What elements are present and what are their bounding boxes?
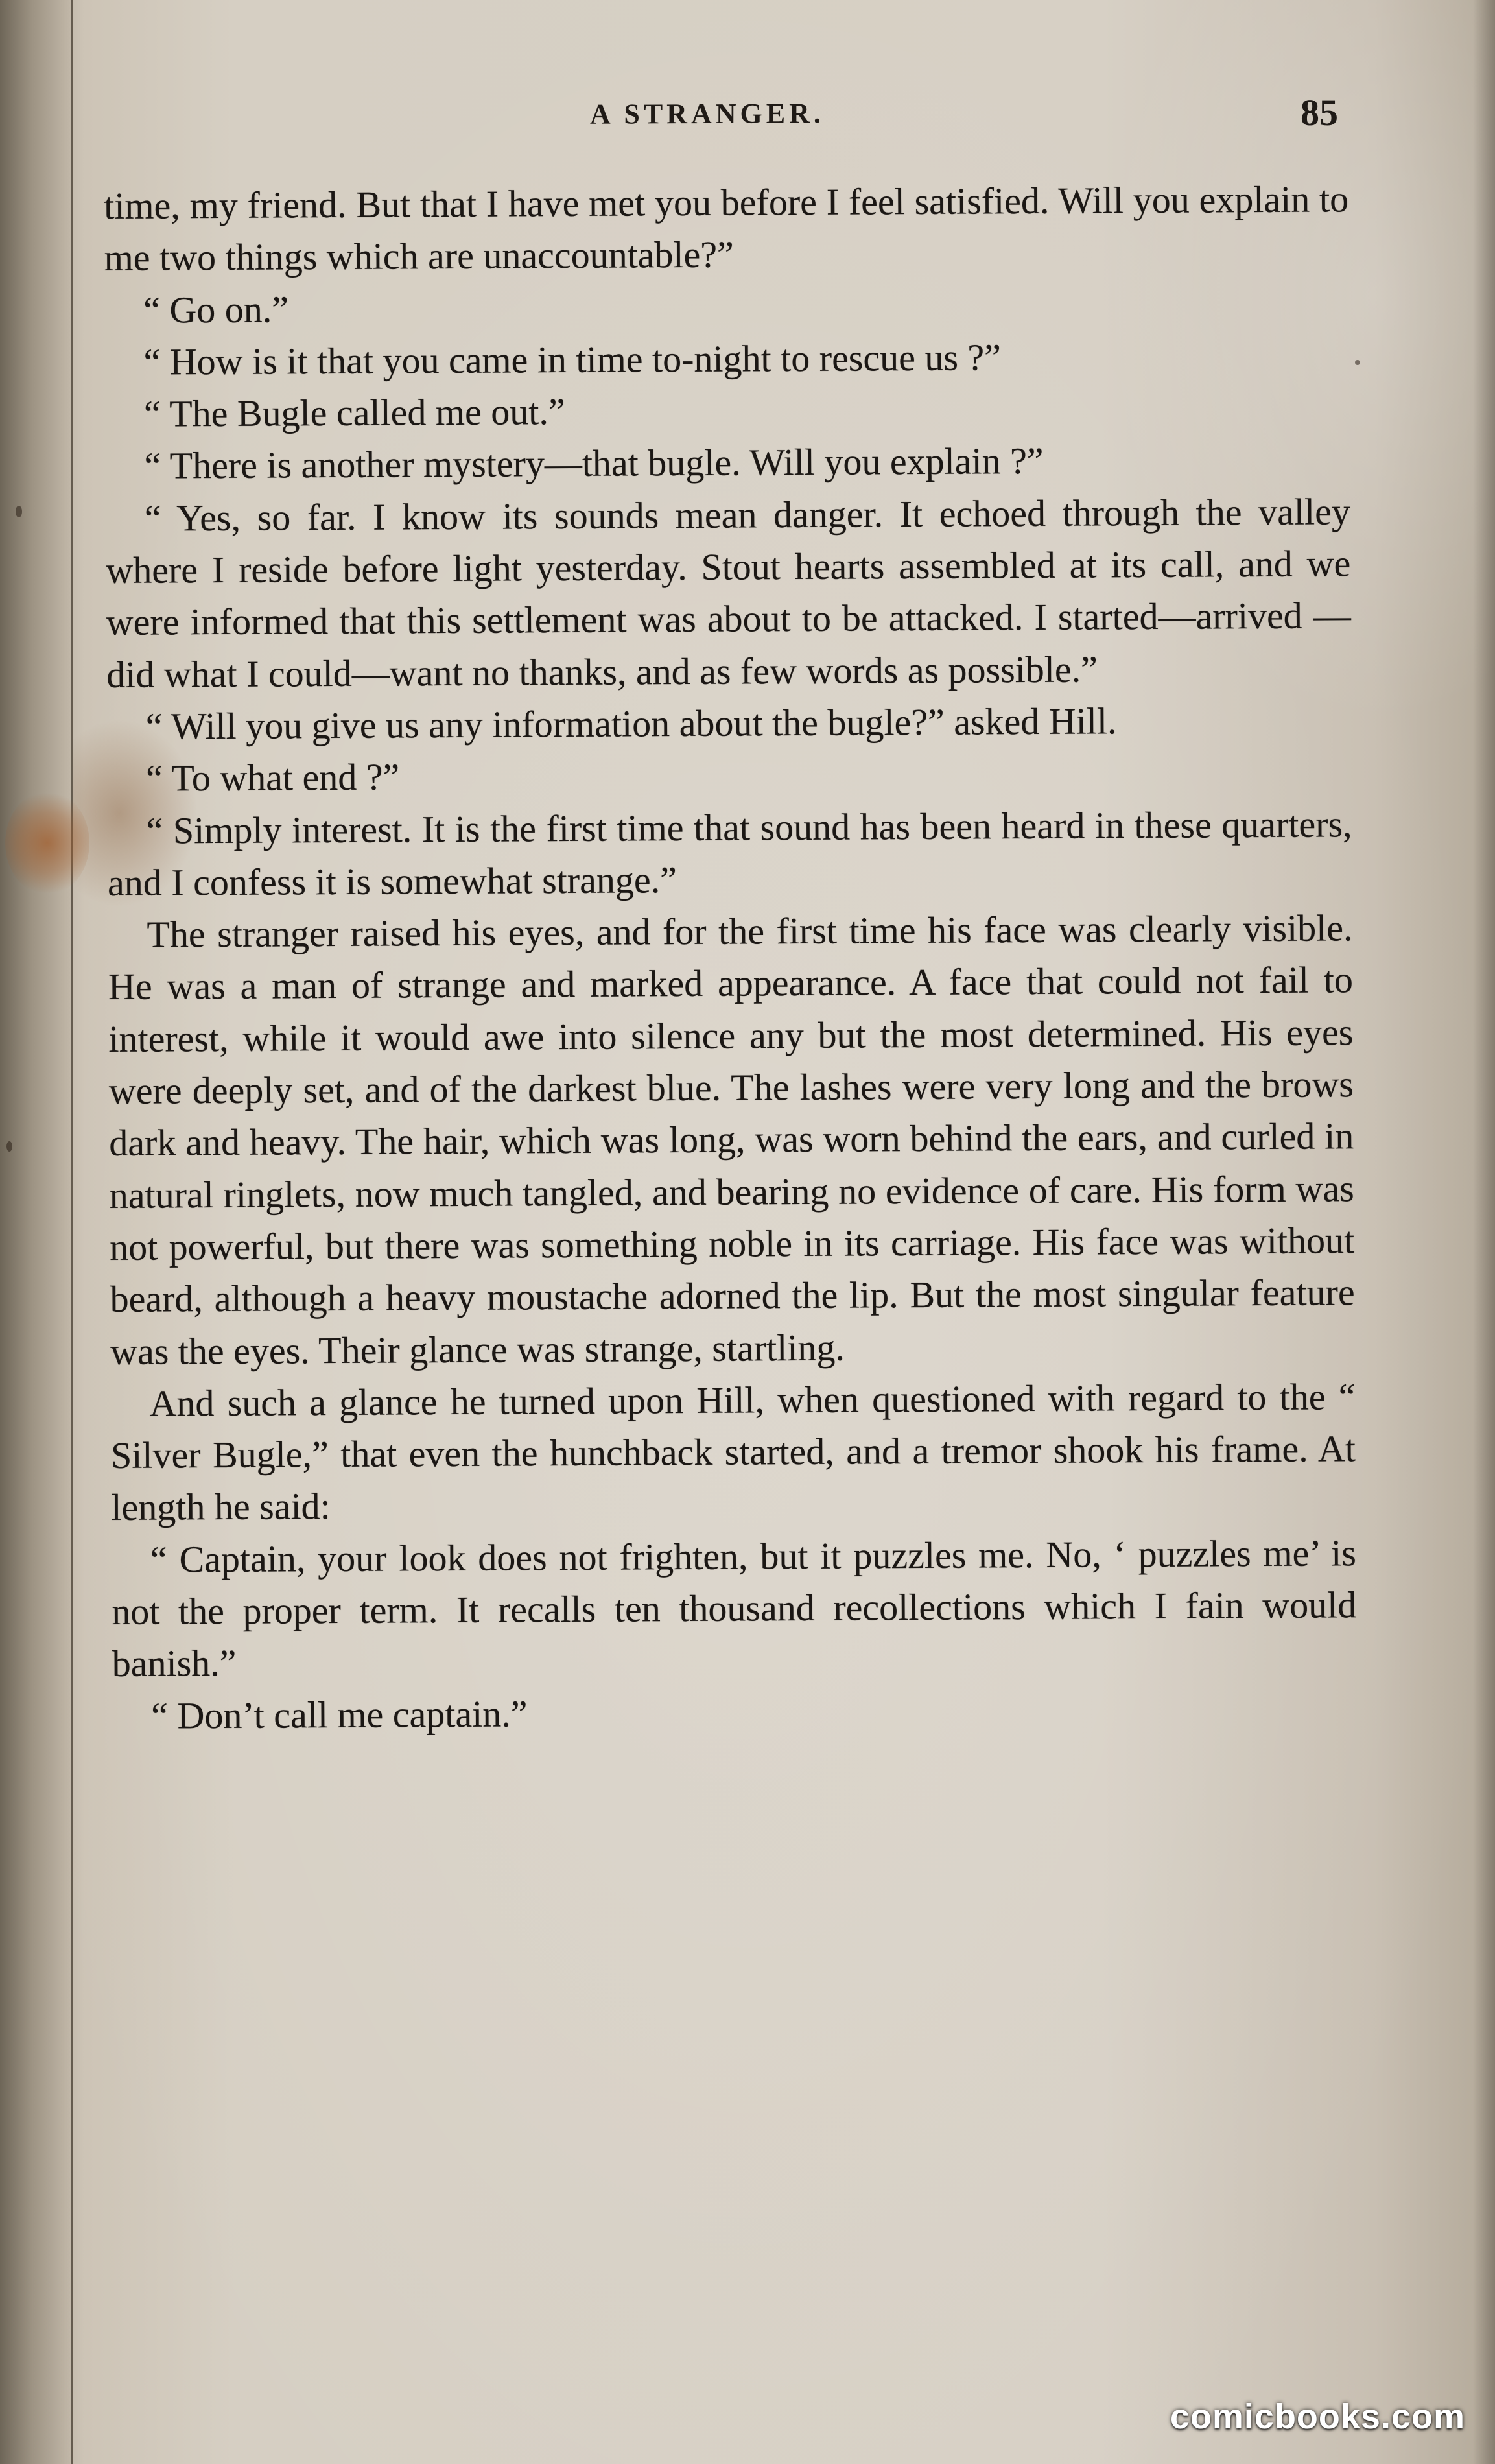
running-title: A STRANGER. (590, 97, 825, 130)
ink-fleck (16, 506, 22, 517)
paragraph: “ How is it that you came in time to-night to rescue us ?” (143, 336, 1002, 383)
paragraph: And such a glance he turned upon Hill, when questioned with regard to the “ Silver Bugle,” that even the hunchback started, and a tremor shook his frame. At length he said: (110, 1375, 1356, 1529)
page-number: 85 (1301, 91, 1338, 134)
paragraph: “ Don’t call me captain.” (151, 1692, 528, 1737)
body-text (104, 173, 1357, 1742)
book-spine-gutter (0, 0, 73, 2464)
paragraph: “ To what end ?” (145, 755, 400, 800)
paragraph: “ There is another mystery—that bugle. Will you explain ?” (144, 440, 1044, 488)
paragraph: The stranger raised his eyes, and for the first time his face was clearly visible. He was a man of strange and marked appearance. A face that could not fail to interest, while it would awe into silence any but the most determined. His eyes were deeply set, and of the darkest blue. The lashes were very long and the brows dark and heavy. The hair, which was long, was worn behind the ears, and curled in natural ringlets, now much tangled, and bearing no evidence of care. His form was not powerful, but there was something noble in its carriage. His face was without beard, although a heavy moustache adorned the lip. But the most singular feature was the eyes. Their glance was strange, startling. (108, 906, 1355, 1373)
ink-fleck (1355, 360, 1360, 365)
paragraph: “ The Bugle called me out.” (143, 390, 565, 435)
paragraph: “ Captain, your look does not frighten, but it puzzles me. No, ‘ puzzles me’ is not the proper term. It recalls ten thousand recollections which I fain would banish.” (112, 1531, 1357, 1685)
paragraph: “ Will you give us any information about the bugle?” asked Hill. (145, 700, 1117, 748)
paragraph: “ Go on.” (143, 288, 289, 331)
paragraph: “ Simply interest. It is the first time that sound has been heard in these quarters, and I confess it is somewhat strange.” (107, 802, 1352, 904)
page-edge-shadow (1473, 0, 1495, 2464)
paper-stain (5, 791, 89, 895)
ink-fleck (6, 1141, 12, 1152)
paragraph: “ Yes, so far. I know its sounds mean danger. It echoed through the valley where I reside before light yesterday. Stout hearts assembled at its call, and we were informed that this settlement was about to be attacked. I started—arrived —did what I could—want no thanks, and as few words as possible.” (106, 490, 1351, 696)
site-watermark: comicbooks.com (1170, 2397, 1465, 2436)
paragraph: time, my friend. But that I have met you before I feel satisfied. Will you explain to me two things which are unaccountable?” (104, 178, 1349, 279)
page-header (0, 91, 1495, 136)
